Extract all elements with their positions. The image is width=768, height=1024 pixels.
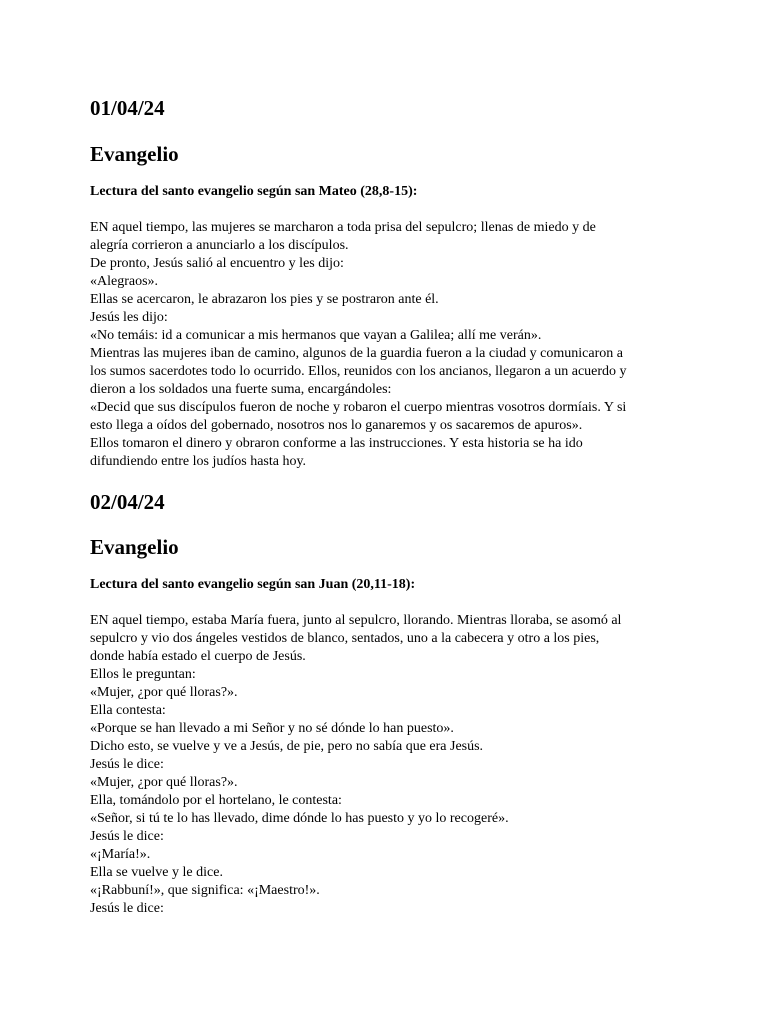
text-line: «¡Rabbuní!», que significa: «¡Maestro!». [90,883,320,898]
entry-heading: Evangelio [90,142,179,166]
text-line: Jesús les dijo: [90,310,168,325]
text-line: sepulcro y vio dos ángeles vestidos de blanco, sentados, uno a la cabecera y otro a los pies, [90,631,600,646]
text-line: Ellos le preguntan: [90,667,196,682]
gospel-text [90,612,690,918]
text-line: «Señor, si tú te lo has llevado, dime dónde lo has puesto y yo lo recogeré». [90,811,509,826]
text-line: EN aquel tiempo, las mujeres se marcharon a toda prisa del sepulcro; llenas de miedo y de [90,220,596,235]
text-line: Ella contesta: [90,703,166,718]
text-line: «Porque se han llevado a mi Señor y no sé dónde lo han puesto». [90,721,454,736]
text-line: difundiendo entre los judíos hasta hoy. [90,454,307,469]
text-line: «Decid que sus discípulos fueron de noche y robaron el cuerpo mientras vosotros dormíais. Y si [90,400,627,415]
entry-heading: Evangelio [90,535,179,559]
text-line: «¡María!». [90,847,151,862]
text-line: Ellas se acercaron, le abrazaron los pies y se postraron ante él. [90,292,439,307]
text-line: los sumos sacerdotes todo lo ocurrido. Ellos, reunidos con los ancianos, llegaron a un acuerdo y [90,364,627,379]
text-line: Jesús le dice: [90,829,164,844]
text-line: Mientras las mujeres iban de camino, algunos de la guardia fueron a la ciudad y comunicaron a [90,346,623,361]
text-line: dieron a los soldados una fuerte suma, encargándoles: [90,382,392,397]
reading-reference: Lectura del santo evangelio según san Juan (20,11-18): [90,577,416,592]
text-line: «Alegraos». [90,274,159,289]
text-line: esto llega a oídos del gobernado, nosotros nos lo ganaremos y os sacaremos de apuros». [90,418,583,433]
text-line: alegría corrieron a anunciarlo a los discípulos. [90,238,349,253]
entry-date: 02/04/24 [90,490,165,514]
text-line: Dicho esto, se vuelve y ve a Jesús, de pie, pero no sabía que era Jesús. [90,739,484,754]
gospel-text [90,219,690,471]
text-line: Jesús le dice: [90,757,164,772]
text-line: De pronto, Jesús salió al encuentro y les dijo: [90,256,344,271]
text-line: Jesús le dice: [90,901,164,916]
text-line: Ellos tomaron el dinero y obraron conforme a las instrucciones. Y esta historia se ha ido [90,436,583,451]
text-line: «No temáis: id a comunicar a mis hermanos que vayan a Galilea; allí me verán». [90,328,542,343]
text-line: Ella se vuelve y le dice. [90,865,223,880]
text-line: «Mujer, ¿por qué lloras?». [90,775,238,790]
text-line: donde había estado el cuerpo de Jesús. [90,649,306,664]
reading-reference: Lectura del santo evangelio según san Mateo (28,8-15): [90,184,418,199]
text-line: «Mujer, ¿por qué lloras?». [90,685,238,700]
entry-date: 01/04/24 [90,96,165,120]
text-line: Ella, tomándolo por el hortelano, le contesta: [90,793,342,808]
text-line: EN aquel tiempo, estaba María fuera, junto al sepulcro, llorando. Mientras lloraba, se asomó al [90,613,622,628]
